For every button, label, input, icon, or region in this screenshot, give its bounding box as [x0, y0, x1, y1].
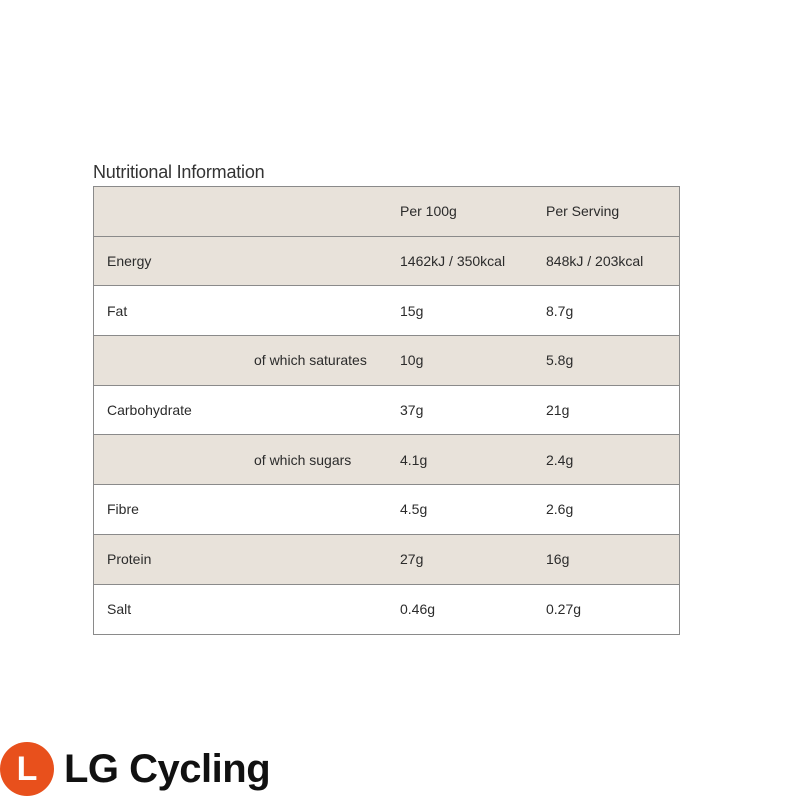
table-row — [94, 435, 679, 485]
row-per-100g: 1462kJ / 350kcal — [400, 253, 506, 270]
row-per-serving: 848kJ / 203kcal — [546, 253, 644, 270]
logo-text: LG Cycling — [64, 746, 271, 791]
brand-logo — [0, 738, 270, 800]
row-per-100g: 37g — [400, 402, 424, 419]
header-per-100g: Per 100g — [400, 203, 457, 220]
row-per-100g: 27g — [400, 551, 424, 568]
logo-badge-icon — [0, 742, 54, 796]
row-per-serving: 16g — [546, 551, 570, 568]
row-per-serving: 0.27g — [546, 601, 582, 618]
row-nutrient: Protein — [107, 551, 152, 568]
row-per-100g: 4.5g — [400, 501, 428, 518]
row-nutrient: Fat — [107, 302, 128, 319]
row-nutrient-sub: of which saturates — [254, 352, 367, 369]
row-per-100g: 15g — [400, 302, 424, 319]
logo-badge-letter: L — [16, 750, 38, 788]
row-per-serving: 21g — [546, 402, 570, 419]
table-row — [94, 336, 679, 386]
row-per-serving: 5.8g — [546, 352, 574, 369]
row-per-serving: 2.4g — [546, 451, 574, 468]
table-row — [94, 286, 679, 336]
row-nutrient: Salt — [107, 601, 132, 618]
row-per-100g: 10g — [400, 352, 424, 369]
row-per-100g: 0.46g — [400, 601, 436, 618]
table-row — [94, 485, 679, 535]
row-per-100g: 4.1g — [400, 451, 428, 468]
table-row — [94, 585, 679, 635]
nutrition-table — [93, 186, 680, 635]
table-header-row — [94, 187, 679, 237]
table-row — [94, 535, 679, 585]
header-nutrient — [94, 187, 386, 236]
row-nutrient-sub: of which sugars — [254, 451, 352, 468]
table-row — [94, 237, 679, 287]
row-per-serving: 2.6g — [546, 501, 574, 518]
row-nutrient: Energy — [107, 253, 152, 270]
row-nutrient: Carbohydrate — [107, 402, 192, 419]
row-nutrient: Fibre — [107, 501, 139, 518]
header-per-serving: Per Serving — [546, 203, 620, 220]
table-row — [94, 386, 679, 436]
row-per-serving: 8.7g — [546, 302, 574, 319]
page-title: Nutritional Information — [93, 162, 265, 182]
